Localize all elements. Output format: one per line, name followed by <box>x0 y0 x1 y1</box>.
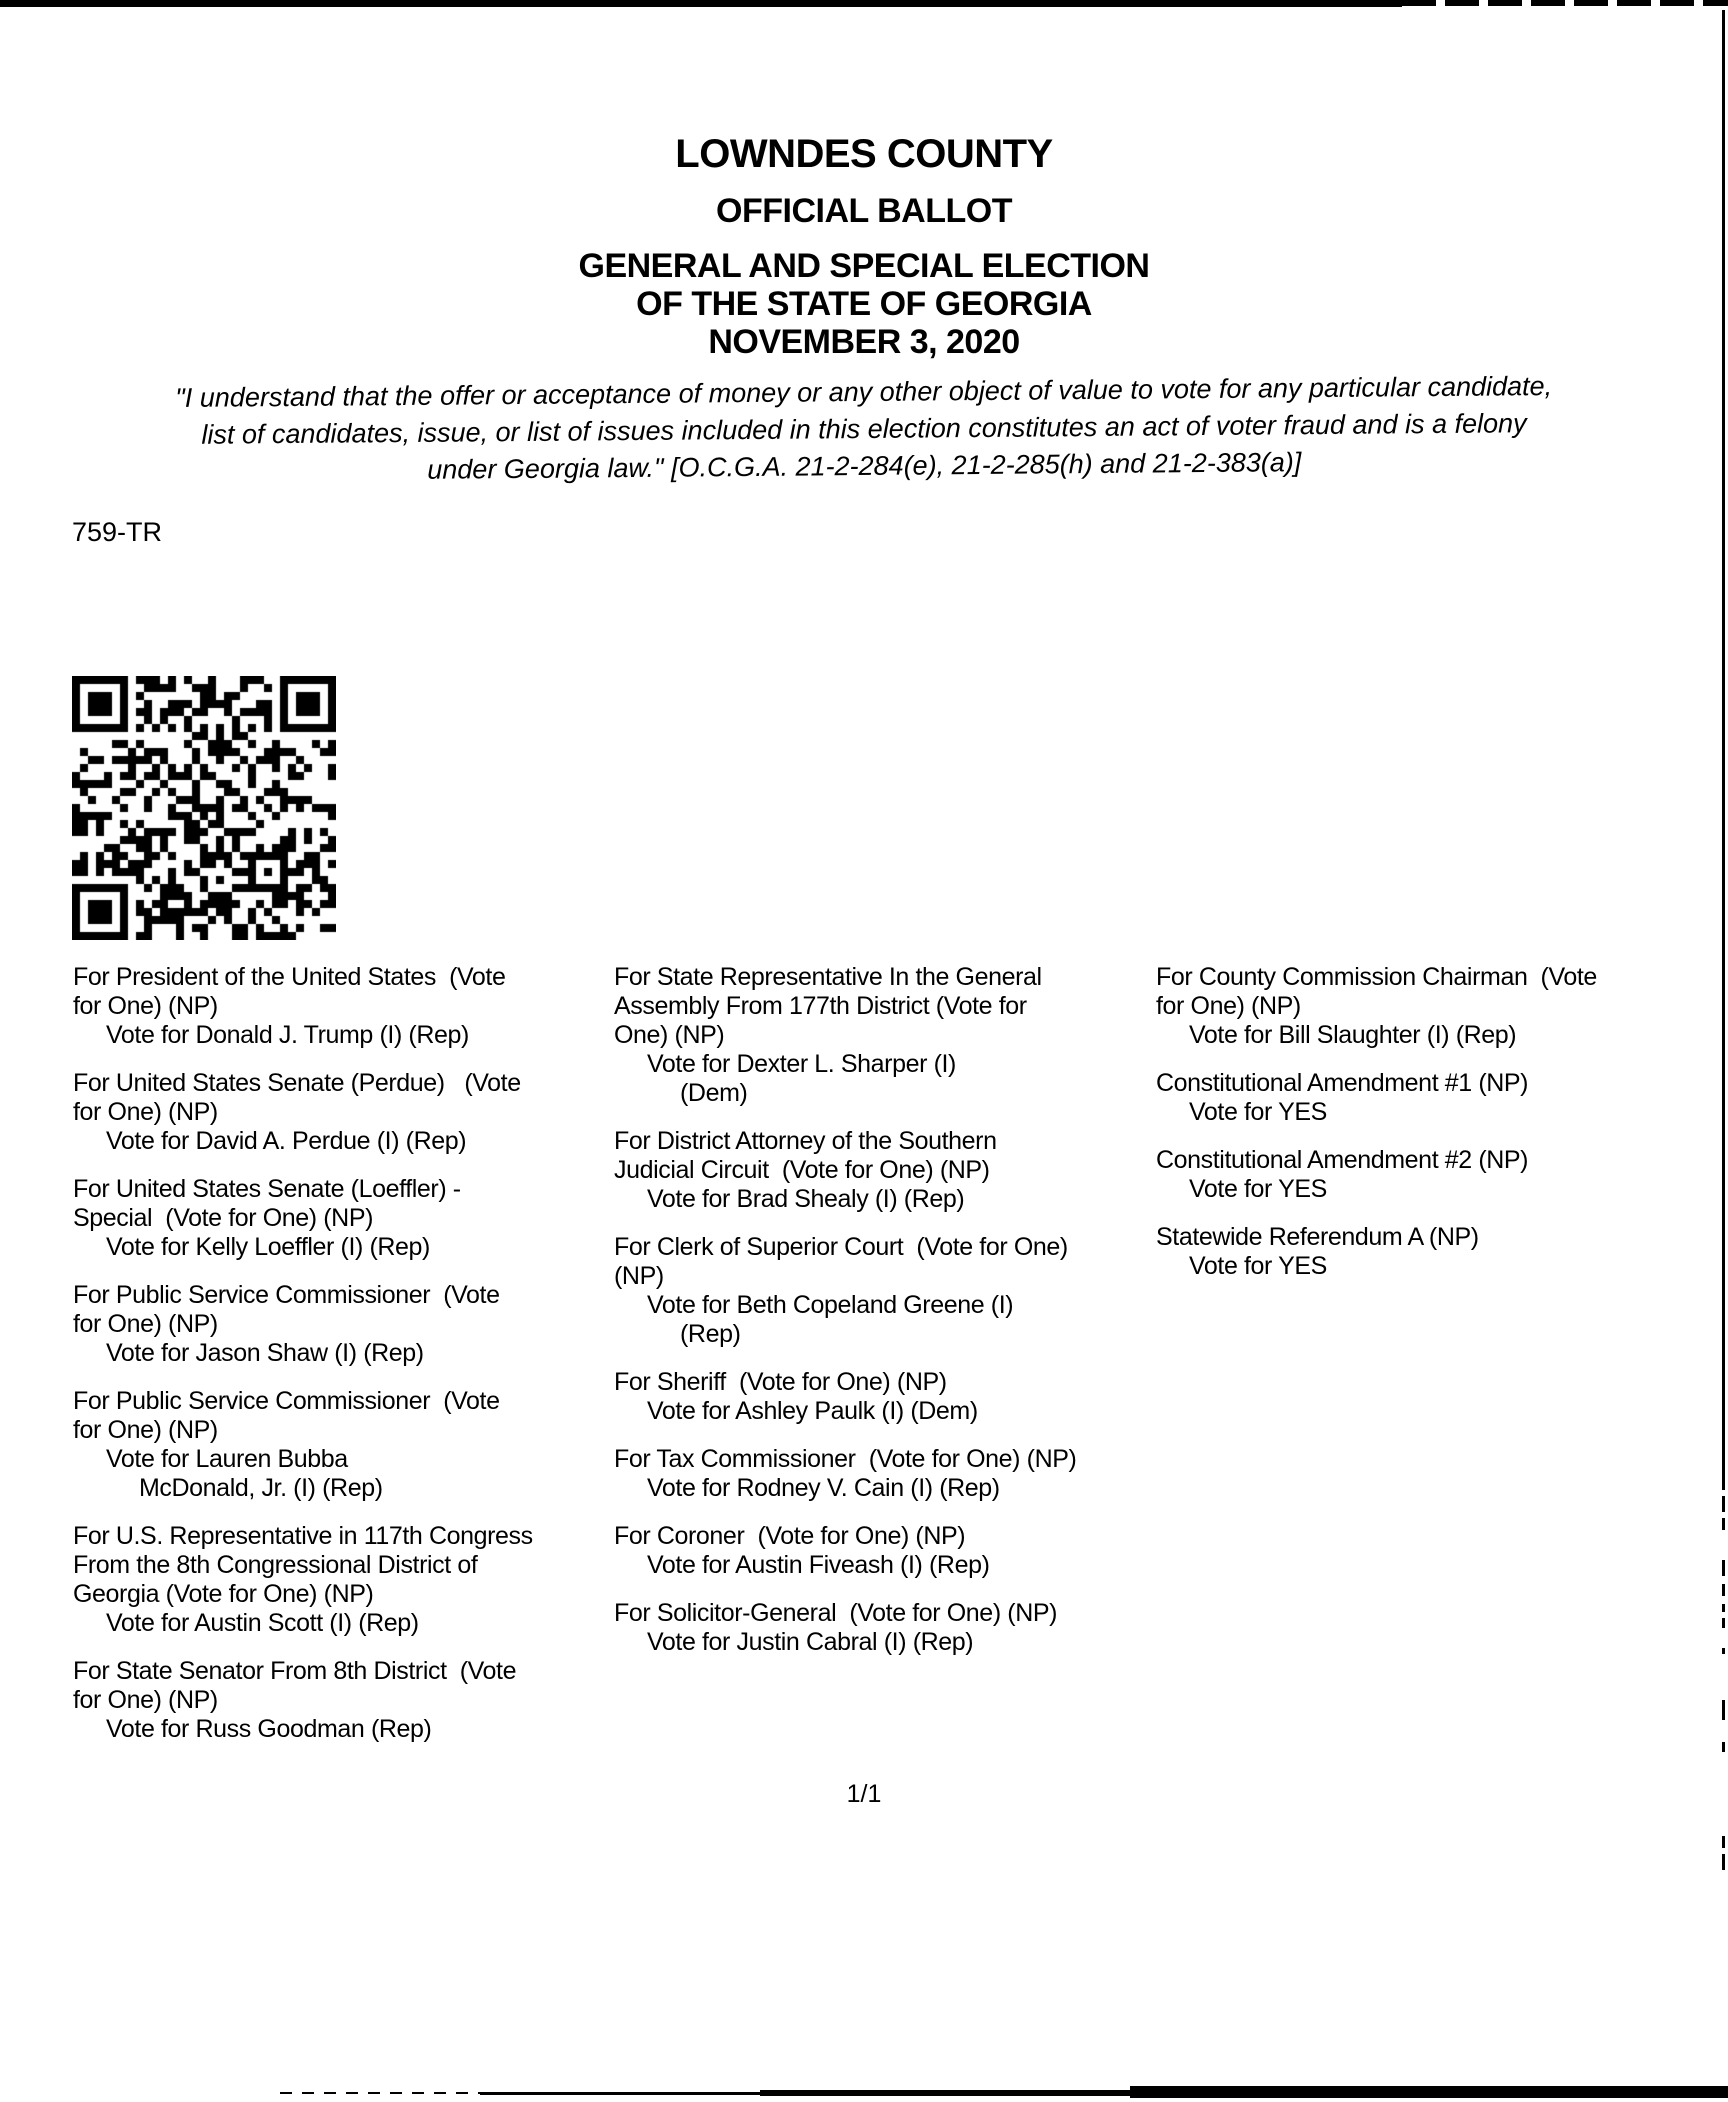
vote-selection-line: Vote for Brad Shealy (I) (Rep) <box>647 1185 965 1213</box>
scan-edge-bottom-thick <box>1130 2086 1728 2098</box>
vote-selection-line: Vote for Jason Shaw (I) (Rep) <box>106 1339 424 1367</box>
office-title-line: For Public Service Commissioner (Vote <box>73 1387 500 1415</box>
ballot-column-2 <box>614 963 1159 1676</box>
scan-edge-top-dashes <box>1402 0 1728 6</box>
office-title-line: For Coroner (Vote for One) (NP) <box>614 1522 966 1550</box>
vote-selection-line: McDonald, Jr. (I) (Rep) <box>139 1474 383 1502</box>
vote-selection-line: Vote for Bill Slaughter (I) (Rep) <box>1189 1021 1517 1049</box>
office-title-line: One) (NP) <box>614 1021 725 1049</box>
office-title-line: (NP) <box>614 1262 664 1290</box>
scan-edge-right-dash <box>1722 1854 1725 1870</box>
office-title-line: For President of the United States (Vote <box>73 963 506 991</box>
fraud-disclaimer-line: under Georgia law." [O.C.G.A. 21-2-284(e), 21-2-285(h) and 21-2-383(a)] <box>427 447 1302 485</box>
contest <box>614 1599 1159 1657</box>
scan-edge-top <box>0 0 1402 7</box>
office-title-line: For Clerk of Superior Court (Vote for One) <box>614 1233 1068 1261</box>
office-title-line: Judicial Circuit (Vote for One) (NP) <box>614 1156 990 1184</box>
vote-selection-line: Vote for Beth Copeland Greene (I) <box>647 1291 1014 1319</box>
scan-edge-right-dash <box>1722 1518 1725 1530</box>
office-title-line: for One) (NP) <box>73 992 218 1020</box>
office-title-line: For U.S. Representative in 117th Congress <box>73 1522 533 1550</box>
office-title-line: Georgia (Vote for One) (NP) <box>73 1580 374 1608</box>
vote-selection-line: (Rep) <box>680 1320 741 1348</box>
scan-edge-right-dash <box>1722 1584 1725 1596</box>
fraud-disclaimer-line: "I understand that the offer or acceptance of money or any other object of value to vote for any particular candidate, <box>175 370 1553 414</box>
scan-edge-right-dash <box>1722 1648 1725 1654</box>
scan-edge-right-dash <box>1722 1618 1725 1628</box>
vote-selection-line: Vote for Dexter L. Sharper (I) <box>647 1050 956 1078</box>
contest <box>614 1522 1159 1580</box>
ballot-column-1 <box>73 963 618 1763</box>
page-indicator: 1/1 <box>846 1780 882 1808</box>
office-title-line: For United States Senate (Perdue) (Vote <box>73 1069 521 1097</box>
vote-selection-line: Vote for Austin Fiveash (I) (Rep) <box>647 1551 990 1579</box>
scan-edge-right-dash <box>1722 1836 1725 1848</box>
scan-edge-bottom-mid <box>760 2090 1130 2096</box>
vote-selection-line: Vote for David A. Perdue (I) (Rep) <box>106 1127 467 1155</box>
vote-selection-line: Vote for Justin Cabral (I) (Rep) <box>647 1628 974 1656</box>
vote-selection-line: Vote for YES <box>1189 1252 1327 1280</box>
county-title: LOWNDES COUNTY <box>675 132 1053 176</box>
contest <box>614 963 1159 1108</box>
ballot-column-3 <box>1156 963 1701 1300</box>
office-title-line: Special (Vote for One) (NP) <box>73 1204 374 1232</box>
vote-selection-line: Vote for Rodney V. Cain (I) (Rep) <box>647 1474 1000 1502</box>
contest <box>614 1127 1159 1214</box>
office-title-line: for One) (NP) <box>1156 992 1301 1020</box>
office-title-line: For Solicitor-General (Vote for One) (NP) <box>614 1599 1058 1627</box>
contest <box>1156 1223 1701 1281</box>
vote-selection-line: Vote for Kelly Loeffler (I) (Rep) <box>106 1233 430 1261</box>
office-title-line: For District Attorney of the Southern <box>614 1127 997 1155</box>
contest <box>614 1233 1159 1349</box>
office-title-line: Assembly From 177th District (Vote for <box>614 992 1027 1020</box>
office-title-line: for One) (NP) <box>73 1416 218 1444</box>
ballot-qr-code <box>72 676 336 940</box>
scan-edge-right-dash <box>1722 1742 1725 1752</box>
contest <box>73 1069 618 1156</box>
office-title-line: For Public Service Commissioner (Vote <box>73 1281 500 1309</box>
scan-edge-right <box>1722 10 1725 1490</box>
contest <box>73 1657 618 1744</box>
vote-selection-line: Vote for Austin Scott (I) (Rep) <box>106 1609 419 1637</box>
office-title-line: for One) (NP) <box>73 1686 218 1714</box>
office-title-line: For State Senator From 8th District (Vote <box>73 1657 517 1685</box>
ballot-title: OFFICIAL BALLOT <box>716 192 1012 230</box>
office-title-line: For Sheriff (Vote for One) (NP) <box>614 1368 947 1396</box>
vote-selection-line: Vote for Donald J. Trump (I) (Rep) <box>106 1021 469 1049</box>
office-title-line: for One) (NP) <box>73 1310 218 1338</box>
contest <box>73 963 618 1050</box>
office-title-line: For State Representative In the General <box>614 963 1042 991</box>
office-title-line: Constitutional Amendment #2 (NP) <box>1156 1146 1529 1174</box>
ballot-style-code: 759-TR <box>72 517 163 547</box>
office-title-line: For Tax Commissioner (Vote for One) (NP) <box>614 1445 1077 1473</box>
election-title-line: NOVEMBER 3, 2020 <box>708 323 1020 361</box>
contest <box>614 1445 1159 1503</box>
vote-selection-line: Vote for Lauren Bubba <box>106 1445 348 1473</box>
scan-edge-right-dash <box>1722 1700 1725 1720</box>
contest <box>73 1522 618 1638</box>
vote-selection-line: Vote for Russ Goodman (Rep) <box>106 1715 432 1743</box>
election-title <box>0 247 1728 361</box>
contest <box>1156 963 1701 1050</box>
scan-edge-right-dash <box>1722 1604 1725 1612</box>
office-title-line: Statewide Referendum A (NP) <box>1156 1223 1479 1251</box>
scan-edge-right-dash <box>1722 1496 1725 1512</box>
contest <box>73 1387 618 1503</box>
office-title-line: for One) (NP) <box>73 1098 218 1126</box>
scan-edge-right-dash <box>1722 1560 1725 1576</box>
election-title-line: OF THE STATE OF GEORGIA <box>636 285 1092 323</box>
office-title-line: For County Commission Chairman (Vote <box>1156 963 1597 991</box>
vote-selection-line: Vote for YES <box>1189 1175 1327 1203</box>
fraud-disclaimer-line: list of candidates, issue, or list of issues included in this election constitutes an act of voter fraud and is a felony <box>201 408 1527 450</box>
scan-edge-bottom-thin <box>480 2092 760 2095</box>
contest <box>73 1175 618 1262</box>
office-title-line: Constitutional Amendment #1 (NP) <box>1156 1069 1529 1097</box>
fraud-disclaimer <box>0 366 1728 492</box>
vote-selection-line: Vote for YES <box>1189 1098 1327 1126</box>
contest <box>73 1281 618 1368</box>
contest <box>1156 1146 1701 1204</box>
vote-selection-line: (Dem) <box>680 1079 748 1107</box>
contest <box>1156 1069 1701 1127</box>
election-title-line: GENERAL AND SPECIAL ELECTION <box>578 247 1150 285</box>
office-title-line: For United States Senate (Loeffler) - <box>73 1175 461 1203</box>
vote-selection-line: Vote for Ashley Paulk (I) (Dem) <box>647 1397 978 1425</box>
office-title-line: From the 8th Congressional District of <box>73 1551 478 1579</box>
contest <box>614 1368 1159 1426</box>
scan-edge-bottom-dashed <box>280 2092 480 2094</box>
